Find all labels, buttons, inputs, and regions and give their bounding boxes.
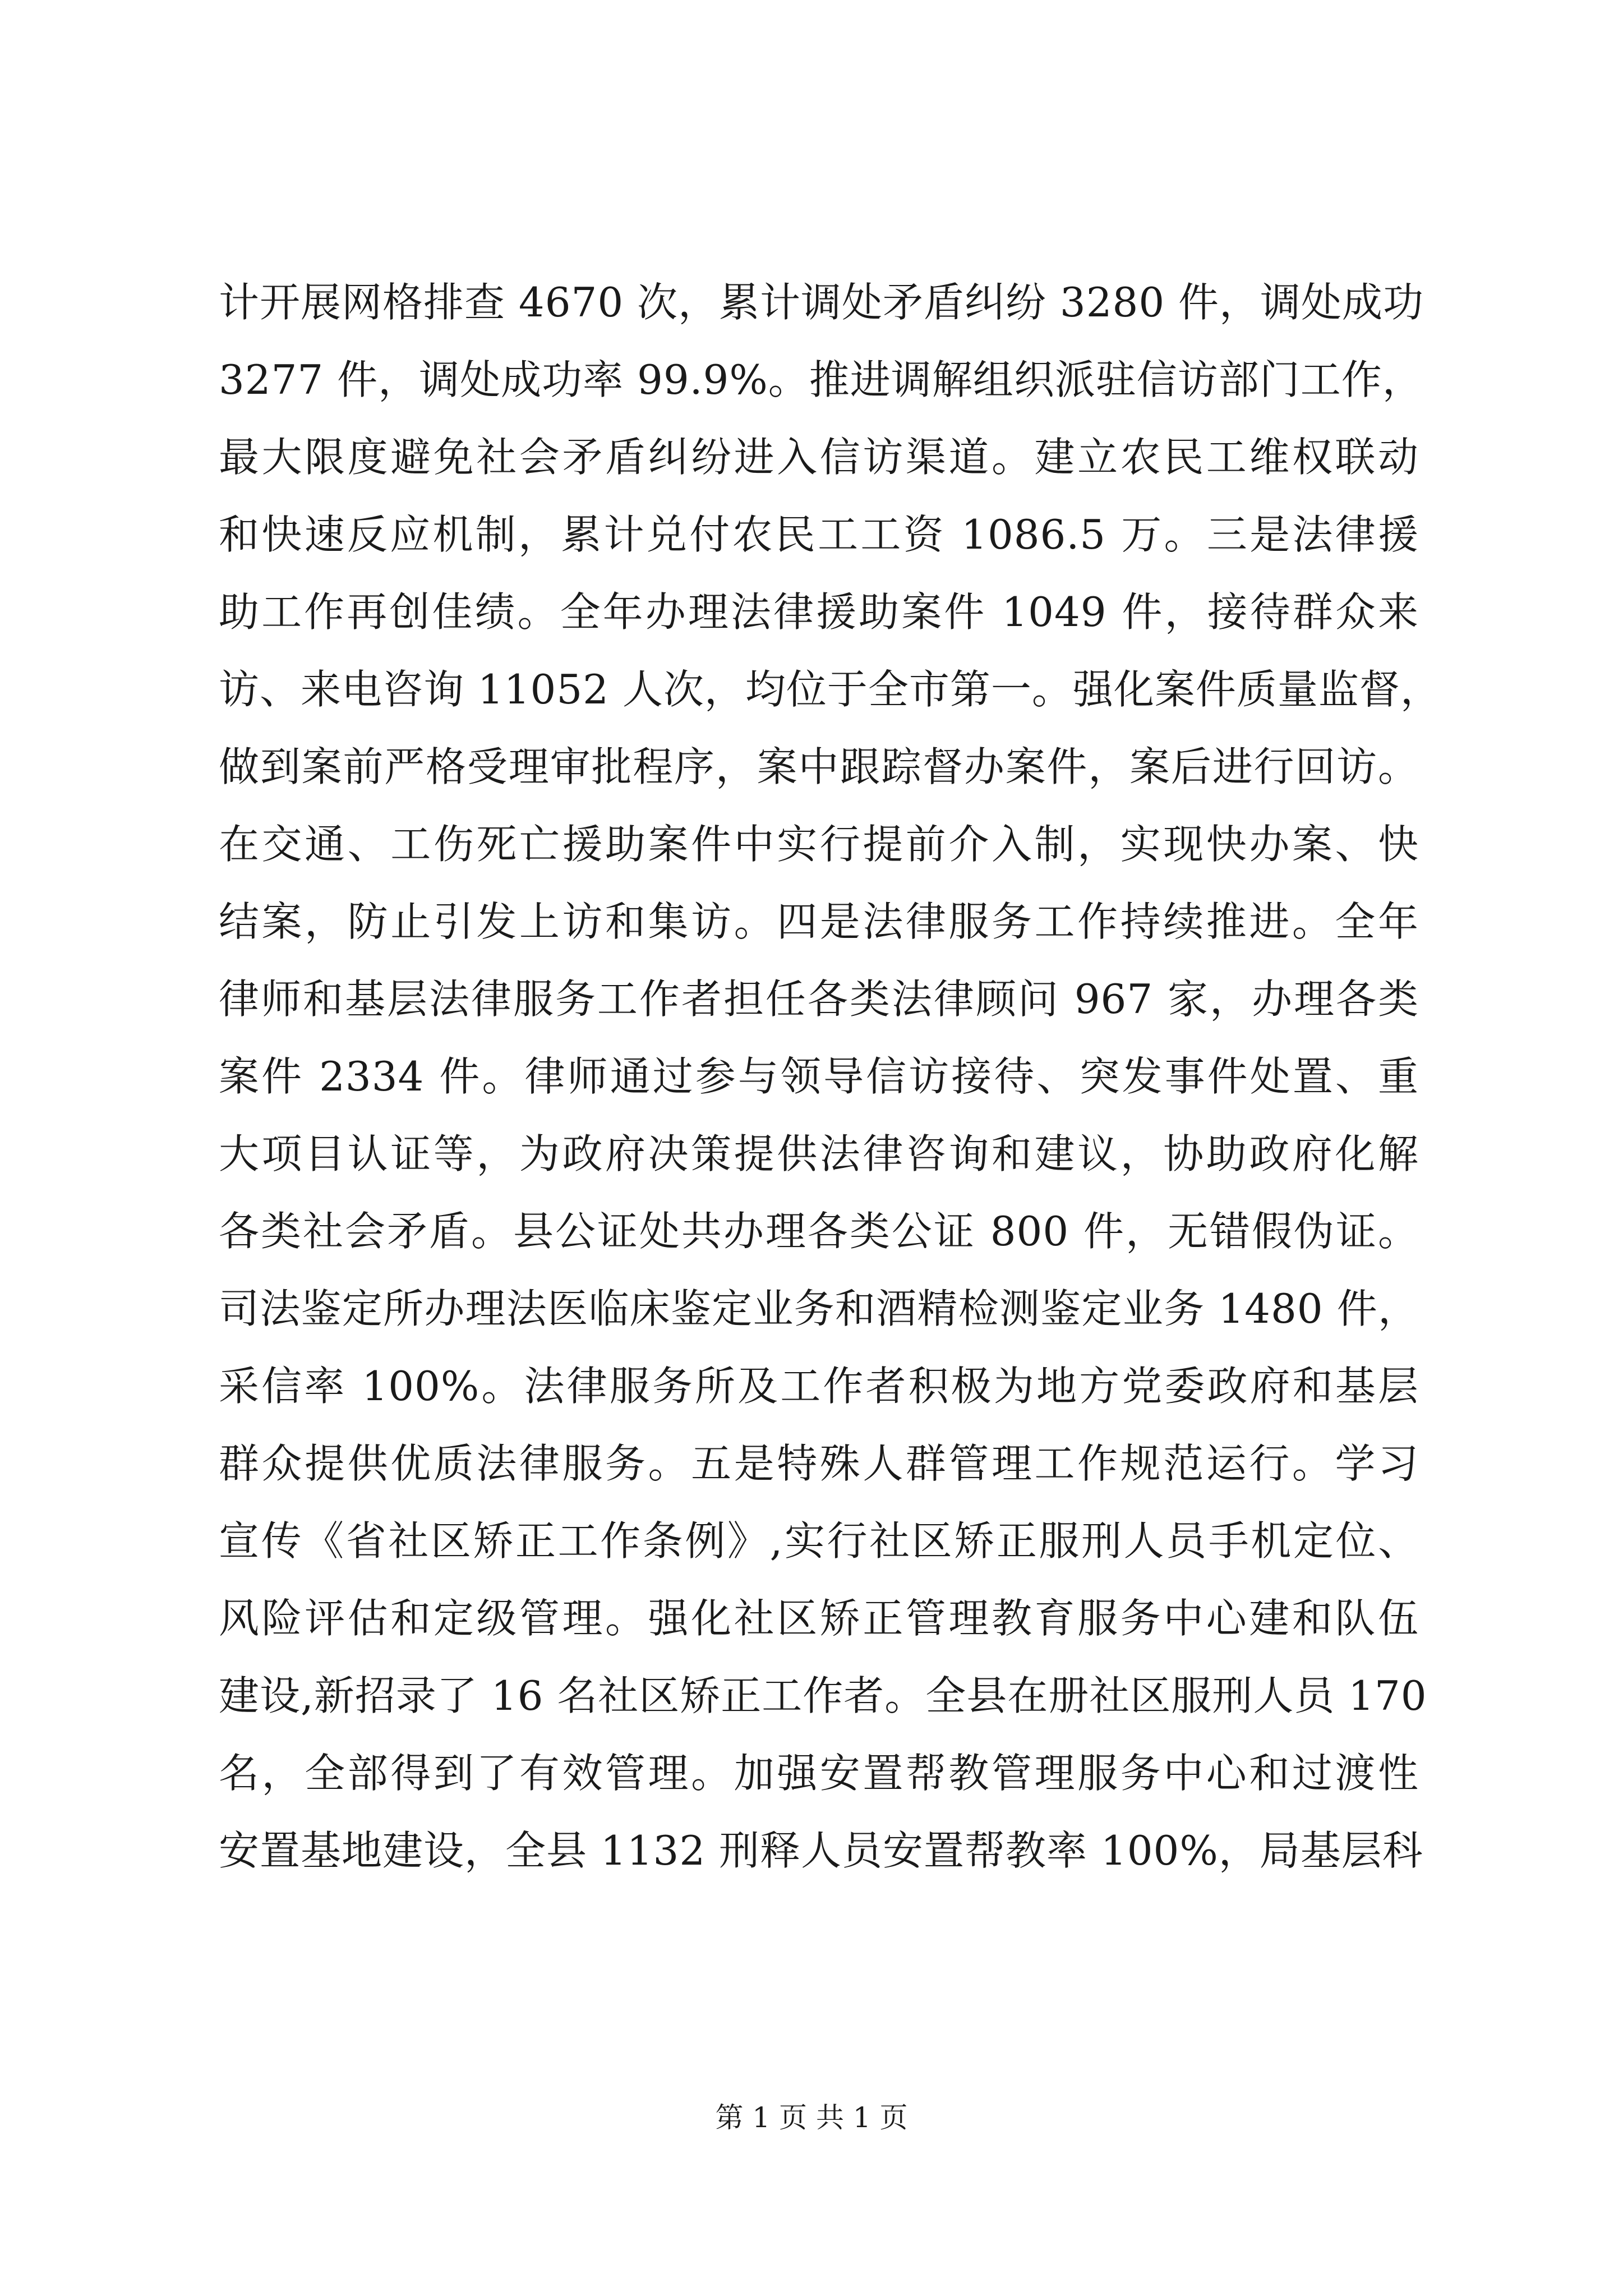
- text-line-17: 宣传《省社区矫正工作条例》,实行社区矫正服刑人员手机定位、: [219, 1517, 1419, 1565]
- text-line-3: 最大限度避免社会矛盾纠纷进入信访渠道。建立农民工维权联动: [219, 434, 1419, 481]
- text-line-2: 3277 件，调处成功率 99.9%。推进调解组织派驻信访部门工作，: [219, 356, 1423, 403]
- text-line-1: 计开展网格排查 4670 次，累计调处矛盾纠纷 3280 件，调处成功: [219, 279, 1424, 326]
- text-line-7: 做到案前严格受理审批程序，案中跟踪督办案件，案后进行回访。: [219, 743, 1419, 790]
- text-line-21: 安置基地建设，全县 1132 刑释人员安置帮教率 100%，局基层科: [219, 1827, 1423, 1874]
- text-line-20: 名，全部得到了有效管理。加强安置帮教管理服务中心和过渡性: [219, 1750, 1419, 1797]
- body-text: [219, 264, 1441, 1889]
- page-number-footer: 第 1 页 共 1 页: [715, 2101, 908, 2134]
- text-line-19: 建设,新招录了 16 名社区矫正工作者。全县在册社区服刑人员 170: [219, 1672, 1427, 1719]
- text-line-12: 大项目认证等，为政府决策提供法律咨询和建议，协助政府化解: [219, 1130, 1419, 1177]
- text-line-8: 在交通、工伤死亡援助案件中实行提前介入制，实现快办案、快: [219, 821, 1419, 868]
- text-line-16: 群众提供优质法律服务。五是特殊人群管理工作规范运行。学习: [219, 1440, 1419, 1487]
- text-line-5: 助工作再创佳绩。全年办理法律援助案件 1049 件，接待群众来: [219, 588, 1419, 636]
- text-line-13: 各类社会矛盾。县公证处共办理各类公证 800 件，无错假伪证。: [219, 1208, 1419, 1255]
- text-line-14: 司法鉴定所办理法医临床鉴定业务和酒精检测鉴定业务 1480 件，: [219, 1285, 1419, 1332]
- text-line-6: 访、来电咨询 11052 人次，均位于全市第一。强化案件质量监督，: [219, 666, 1441, 713]
- text-line-9: 结案，防止引发上访和集访。四是法律服务工作持续推进。全年: [219, 898, 1419, 945]
- text-line-18: 风险评估和定级管理。强化社区矫正管理教育服务中心建和队伍: [219, 1595, 1419, 1642]
- text-line-15: 采信率 100%。法律服务所及工作者积极为地方党委政府和基层: [219, 1363, 1419, 1410]
- text-line-10: 律师和基层法律服务工作者担任各类法律顾问 967 家，办理各类: [219, 976, 1419, 1023]
- text-line-11: 案件 2334 件。律师通过参与领导信访接待、突发事件处置、重: [219, 1053, 1419, 1100]
- text-line-4: 和快速反应机制，累计兑付农民工工资 1086.5 万。三是法律援: [219, 511, 1419, 558]
